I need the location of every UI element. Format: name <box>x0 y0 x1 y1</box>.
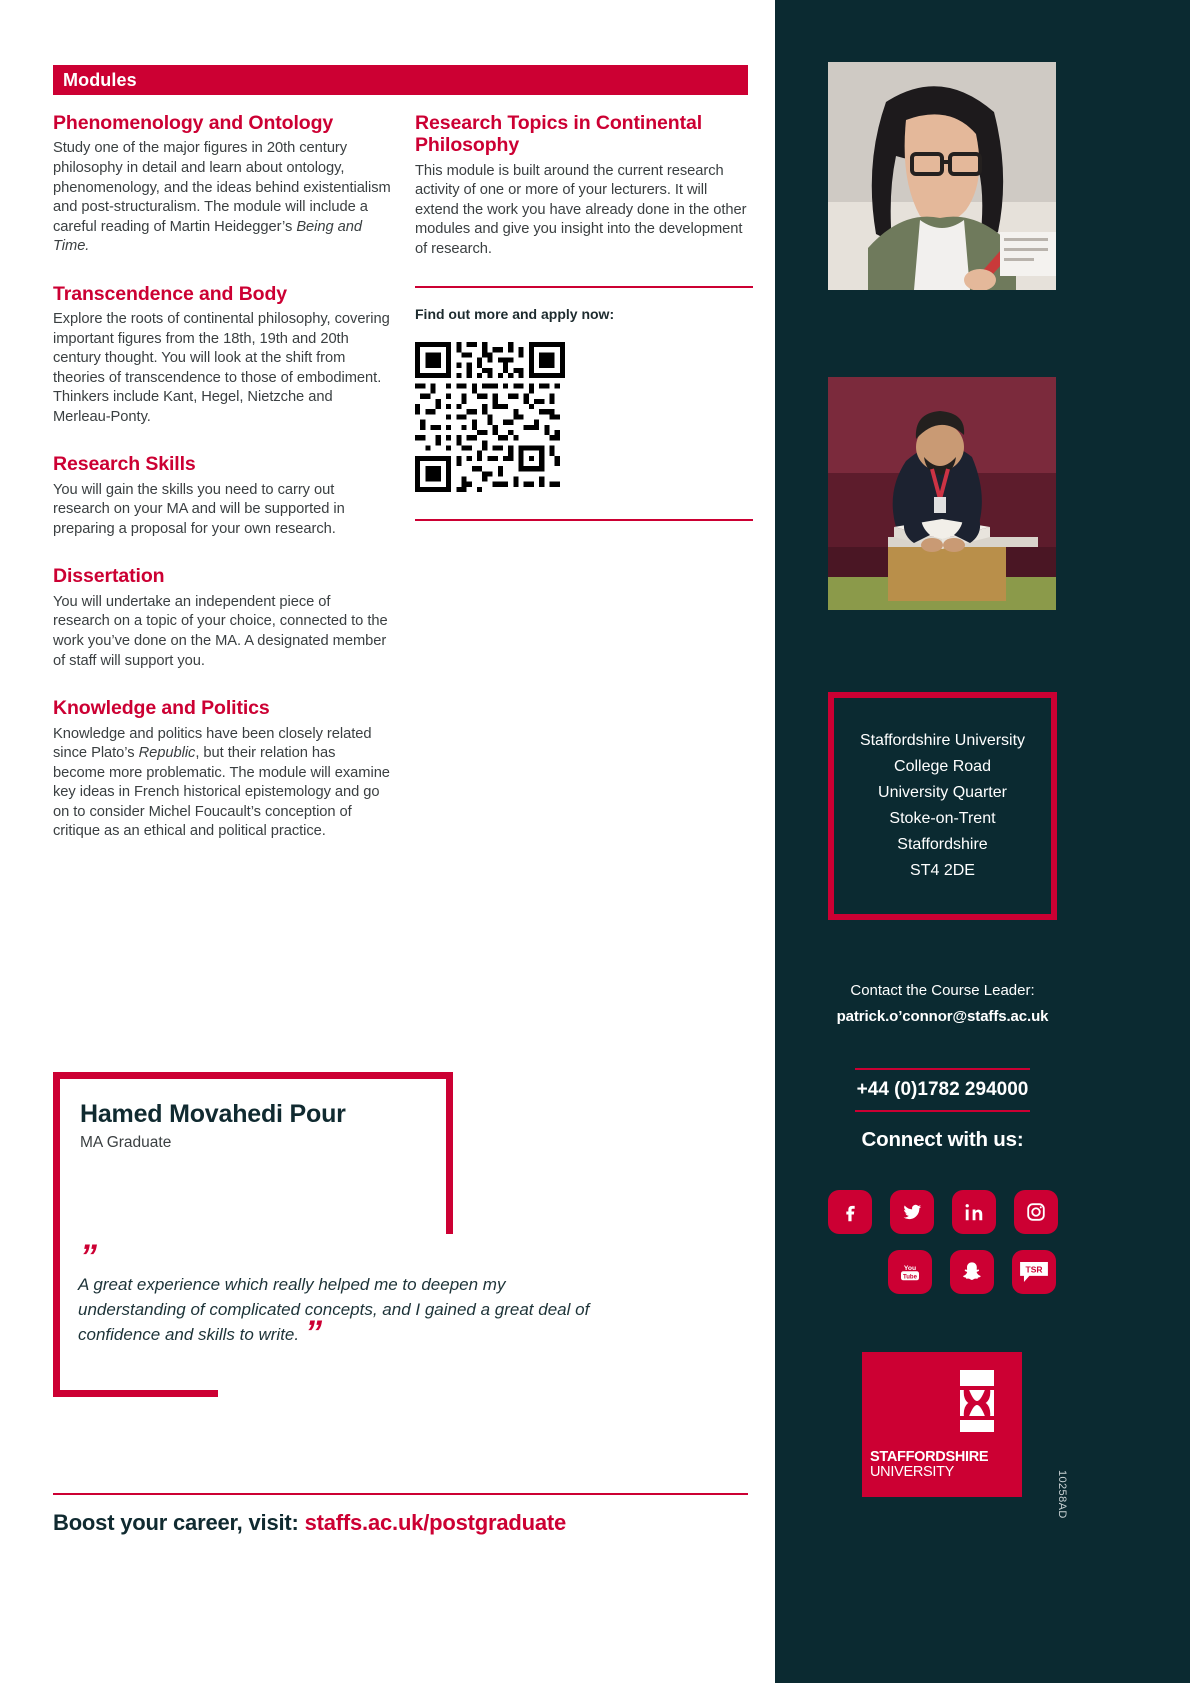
contact-email-link[interactable]: patrick.o’connor@staffs.ac.uk <box>836 1008 1049 1025</box>
facebook-icon[interactable] <box>828 1190 872 1234</box>
logo-line-2: UNIVERSITY <box>870 1464 955 1481</box>
module-body-tail: , but their relation has become more problematic. The module will examine key ideas in French historical epistemology and go on to consider Michel Foucault’s conception of critique as an ethical and political practice. <box>53 745 390 840</box>
divider-above-apply <box>415 286 753 288</box>
staffordshire-university-logo <box>862 1352 1022 1497</box>
testimonial-border-right <box>446 1072 453 1234</box>
logo-wordmark <box>870 1450 988 1481</box>
testimonial-border-top <box>53 1072 453 1079</box>
footer-cta <box>53 1510 566 1536</box>
module-body-knowledge-politics <box>53 725 391 842</box>
module-body-research-skills: You will gain the skills you need to carry out research on your MA and will be supported in preparing a proposal for your own research. <box>53 481 345 537</box>
logo-line-1: STAFFORDSHIRE <box>870 1448 989 1465</box>
modules-title: Modules <box>63 69 137 90</box>
module-title-research-skills: Research Skills <box>53 453 196 476</box>
address-line-4: Stoke-on-Trent <box>889 810 996 827</box>
address-line-5: Staffordshire <box>897 836 988 854</box>
module-title-knowledge-politics: Knowledge and Politics <box>53 697 270 720</box>
testimonial-role: MA Graduate <box>80 1134 172 1151</box>
module-body-dissertation: You will undertake an independent piece of research on a topic of your choice, connected to the work you’ve done on the MA. A designated member of staff will support you. <box>53 593 388 669</box>
testimonial-border-bottom <box>53 1390 218 1397</box>
document-code: 10258AD <box>1056 1470 1068 1519</box>
footer-cta-prefix: Boost your career, visit: <box>53 1510 305 1535</box>
photo-student-studying-at-desk <box>828 377 1056 610</box>
address-line-3: University Quarter <box>878 783 1007 801</box>
tsr-icon[interactable] <box>1012 1250 1056 1294</box>
divider-below-apply <box>415 519 753 521</box>
svg-text:You: You <box>903 1264 917 1272</box>
phone-divider-bottom <box>855 1110 1030 1112</box>
svg-text:Tube: Tube <box>903 1274 917 1281</box>
module-title-phenomenology: Phenomenology and Ontology <box>53 112 334 134</box>
photo-student-with-glasses-writing <box>828 62 1056 290</box>
quote-open-icon: ” <box>80 1238 95 1276</box>
twitter-icon[interactable] <box>890 1190 934 1234</box>
modules-column-right <box>415 112 753 521</box>
testimonial-quote: A great experience which really helped me to deepen my understanding of complicated concepts, and I gained a great deal of confidence and skills to write. ” <box>78 1275 590 1353</box>
module-body-transcendence: Explore the roots of continental philosophy, covering important figures from the 18th, 19th and 20th century thought. You will look at the shift from theories of transcendence to those of embodiment. Thinkers include Kant, Hegel, Nietzche and Merleau-Ponty. <box>53 311 390 425</box>
snapchat-icon[interactable] <box>950 1250 994 1294</box>
module-body-text: Knowledge and politics have been closely related since Plato’s <box>53 725 372 762</box>
footer-cta-link[interactable]: staffs.ac.uk/postgraduate <box>304 1510 567 1535</box>
module-title-transcendence: Transcendence and Body <box>53 282 288 305</box>
testimonial-card <box>53 1072 613 1397</box>
phone-number[interactable]: +44 (0)1782 294000 <box>856 1079 1029 1100</box>
testimonial-quote-text: A great experience which really helped me to deepen my understanding of complicated concepts, and I gained a great deal of confidence and skills to write. <box>78 1275 590 1345</box>
footer-divider <box>53 1493 748 1495</box>
social-icons-row-2 <box>888 1250 1056 1294</box>
testimonial-border-left <box>53 1072 60 1397</box>
address-line-2: College Road <box>894 757 991 775</box>
logo-knot-icon <box>954 1370 1000 1432</box>
address-line-1: Staffordshire University <box>859 731 1026 749</box>
module-title-research-topics: Research Topics in Continental Philosophy <box>415 112 703 157</box>
module-body-research-topics: This module is built around the current research activity of one or more of your lecturers. It will extend the work you have already done in the other modules and give you insight into the development of research. <box>415 162 747 258</box>
linkedin-icon[interactable] <box>952 1190 996 1234</box>
youtube-icon[interactable] <box>888 1250 932 1294</box>
modules-column-left <box>53 112 391 868</box>
svg-text:TSR: TSR <box>1025 1264 1043 1275</box>
social-icons-row-1 <box>828 1190 1058 1234</box>
connect-with-us-label: Connect with us: <box>861 1128 1024 1151</box>
qr-code-icon[interactable] <box>415 342 565 492</box>
phone-divider-top <box>855 1068 1030 1070</box>
testimonial-name: Hamed Movahedi Pour <box>80 1100 346 1128</box>
contact-leader-label: Contact the Course Leader: <box>850 982 1035 999</box>
module-body-italic: Being and Time. <box>53 218 363 255</box>
instagram-icon[interactable] <box>1014 1190 1058 1234</box>
address-box <box>828 692 1057 920</box>
module-body-text: Study one of the major figures in 20th century philosophy in detail and learn about ontology, phenomenology, and the ideas behind existentialism and post-structuralism. The module will include a careful reading of Martin Heidegger’s <box>53 140 391 235</box>
address-lines <box>860 728 1025 884</box>
modules-header-bar <box>53 65 748 95</box>
apply-heading: Find out more and apply now: <box>415 305 615 322</box>
address-line-6: ST4 2DE <box>910 862 975 880</box>
module-title-dissertation: Dissertation <box>53 565 165 588</box>
module-body-italic: Republic <box>138 745 196 762</box>
module-body-phenomenology <box>53 139 391 256</box>
